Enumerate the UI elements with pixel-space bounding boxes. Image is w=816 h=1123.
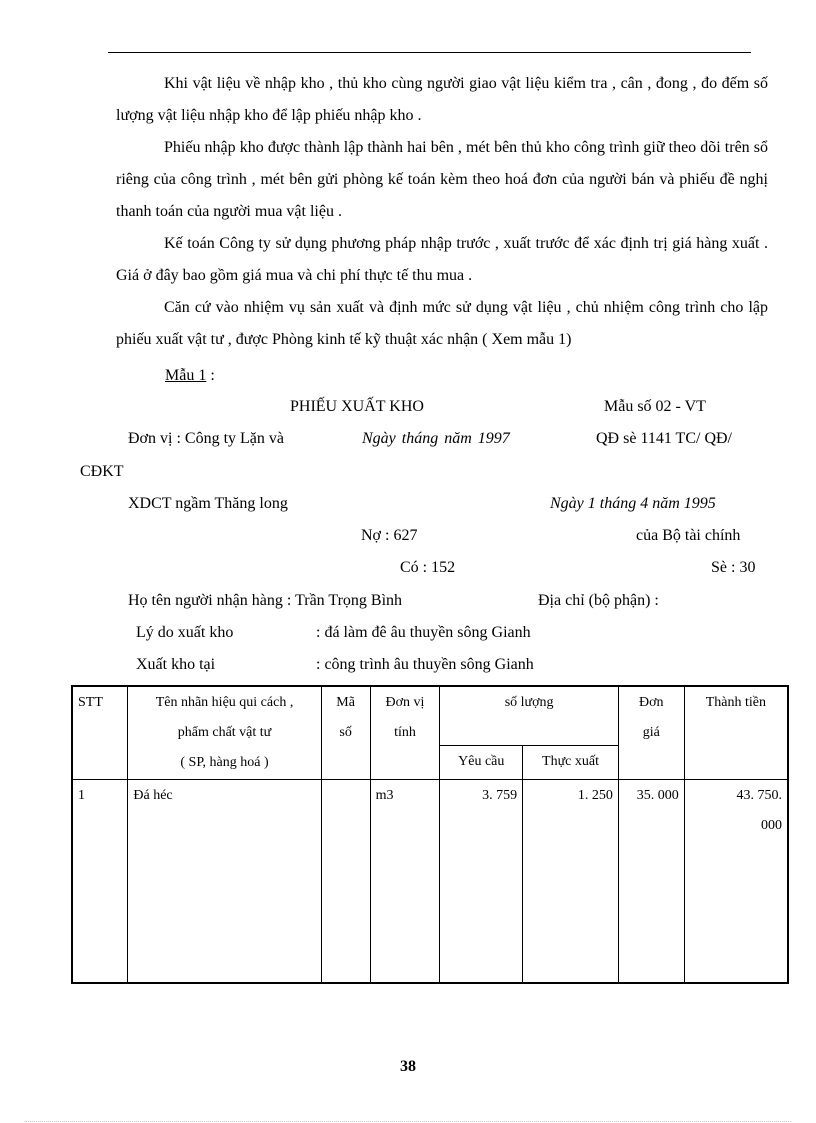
header-total: Thành tiền bbox=[684, 686, 788, 780]
header-qty-requested: Yêu cầu bbox=[440, 746, 523, 780]
header-name-line-1: Tên nhãn hiệu qui cách , bbox=[155, 695, 294, 710]
form-number-label: Mẫu số 02 - VT bbox=[604, 398, 706, 415]
sample-colon: : bbox=[206, 367, 215, 384]
warehouse-label: Xuất kho tại bbox=[136, 656, 216, 673]
header-price bbox=[618, 686, 684, 780]
unit-label: Đơn vị : Công ty Lặn và bbox=[128, 430, 284, 447]
paragraph-2: Phiếu nhập kho được thành lập thành hai bên , mét bên thủ kho công trình giữ theo dõi trên sổ riêng của công trình , mét bên gửi phòng kế toán kèm theo hoá đơn của người bán và phiếu đề nghị thanh toán của người mua vật liệu . bbox=[116, 139, 768, 220]
header-stt: STT bbox=[72, 686, 128, 780]
cell-name: Đá héc bbox=[128, 780, 321, 984]
credit-account: Có : 152 bbox=[400, 559, 456, 576]
header-code-line-1: Mã bbox=[336, 695, 355, 710]
sample-heading bbox=[165, 366, 215, 386]
receiver-name: Họ tên người nhận hàng : Trần Trọng Bình bbox=[128, 592, 403, 609]
sample-label: Mẫu 1 bbox=[165, 367, 207, 384]
reason-label: Lý do xuất kho bbox=[136, 624, 234, 641]
unit-name-cont: XDCT ngầm Thăng long bbox=[128, 495, 288, 512]
table-row bbox=[72, 780, 788, 984]
header-quantity: số lượng bbox=[440, 686, 618, 746]
header-code bbox=[321, 686, 370, 780]
paragraph-4: Căn cứ vào nhiệm vụ sản xuất và định mức sử dụng vật liệu , chủ nhiệm công trình cho lập phiếu xuất vật tư , được Phòng kinh tế kỹ thuật xác nhận ( Xem mẫu 1) bbox=[116, 299, 768, 348]
decision-ref: QĐ sè 1141 TC/ QĐ/ bbox=[596, 430, 732, 447]
form-title: PHIẾU XUẤT KHO bbox=[290, 398, 424, 415]
date-blank: Ngày tháng năm 1997 bbox=[362, 430, 510, 447]
cell-qty-actual: 1. 250 bbox=[523, 780, 619, 984]
cell-unit: m3 bbox=[370, 780, 440, 984]
warehouse-value: : công trình âu thuyền sông Gianh bbox=[316, 656, 534, 673]
reason-value: : đá làm đê âu thuyền sông Gianh bbox=[316, 624, 531, 641]
header-qty-actual: Thực xuất bbox=[523, 746, 619, 780]
header-price-line-1: Đơn bbox=[639, 695, 664, 710]
cell-total-line-1: 43. 750. bbox=[736, 788, 782, 803]
decision-ref-cont: CĐKT bbox=[80, 463, 124, 480]
paragraph-1: Khi vật liệu về nhập kho , thủ kho cùng người giao vật liệu kiểm tra , cân , đong , đo đếm số lượng vật liệu nhập kho để lập phiếu nhập kho . bbox=[116, 75, 768, 124]
table-header-row bbox=[72, 686, 788, 746]
cell-total bbox=[684, 780, 788, 984]
issue-slip-table bbox=[71, 685, 789, 984]
cell-stt: 1 bbox=[72, 780, 128, 984]
paragraph-3: Kế toán Công ty sử dụng phương pháp nhập trước , xuất trước để xác định trị giá hàng xuất . Giá ở đây bao gồm giá mua và chi phí thực tế thu mua . bbox=[116, 235, 768, 284]
receiver-address: Địa chỉ (bộ phận) : bbox=[538, 592, 659, 609]
cell-price: 35. 000 bbox=[618, 780, 684, 984]
debit-account: Nợ : 627 bbox=[361, 527, 418, 544]
cell-code bbox=[321, 780, 370, 984]
cell-total-line-2: 000 bbox=[761, 818, 782, 833]
form-serial: Sè : 30 bbox=[711, 559, 756, 576]
header-unit-line-1: Đơn vị bbox=[385, 695, 425, 710]
header-name bbox=[128, 686, 321, 780]
cell-qty-requested: 3. 759 bbox=[440, 780, 523, 984]
issue-date: Ngày 1 tháng 4 năm 1995 bbox=[550, 495, 716, 512]
header-name-line-3: ( SP, hàng hoá ) bbox=[180, 755, 269, 770]
header-name-line-2: phẩm chất vật tư bbox=[177, 725, 272, 740]
header-unit-line-2: tính bbox=[394, 725, 416, 740]
header-price-line-2: giá bbox=[642, 725, 660, 740]
ministry-label: của Bộ tài chính bbox=[636, 527, 741, 544]
header-rule bbox=[108, 52, 751, 53]
page-number: 38 bbox=[400, 1058, 416, 1075]
footer-rule bbox=[25, 1121, 791, 1122]
header-code-line-2: số bbox=[339, 725, 352, 740]
header-unit bbox=[370, 686, 440, 780]
